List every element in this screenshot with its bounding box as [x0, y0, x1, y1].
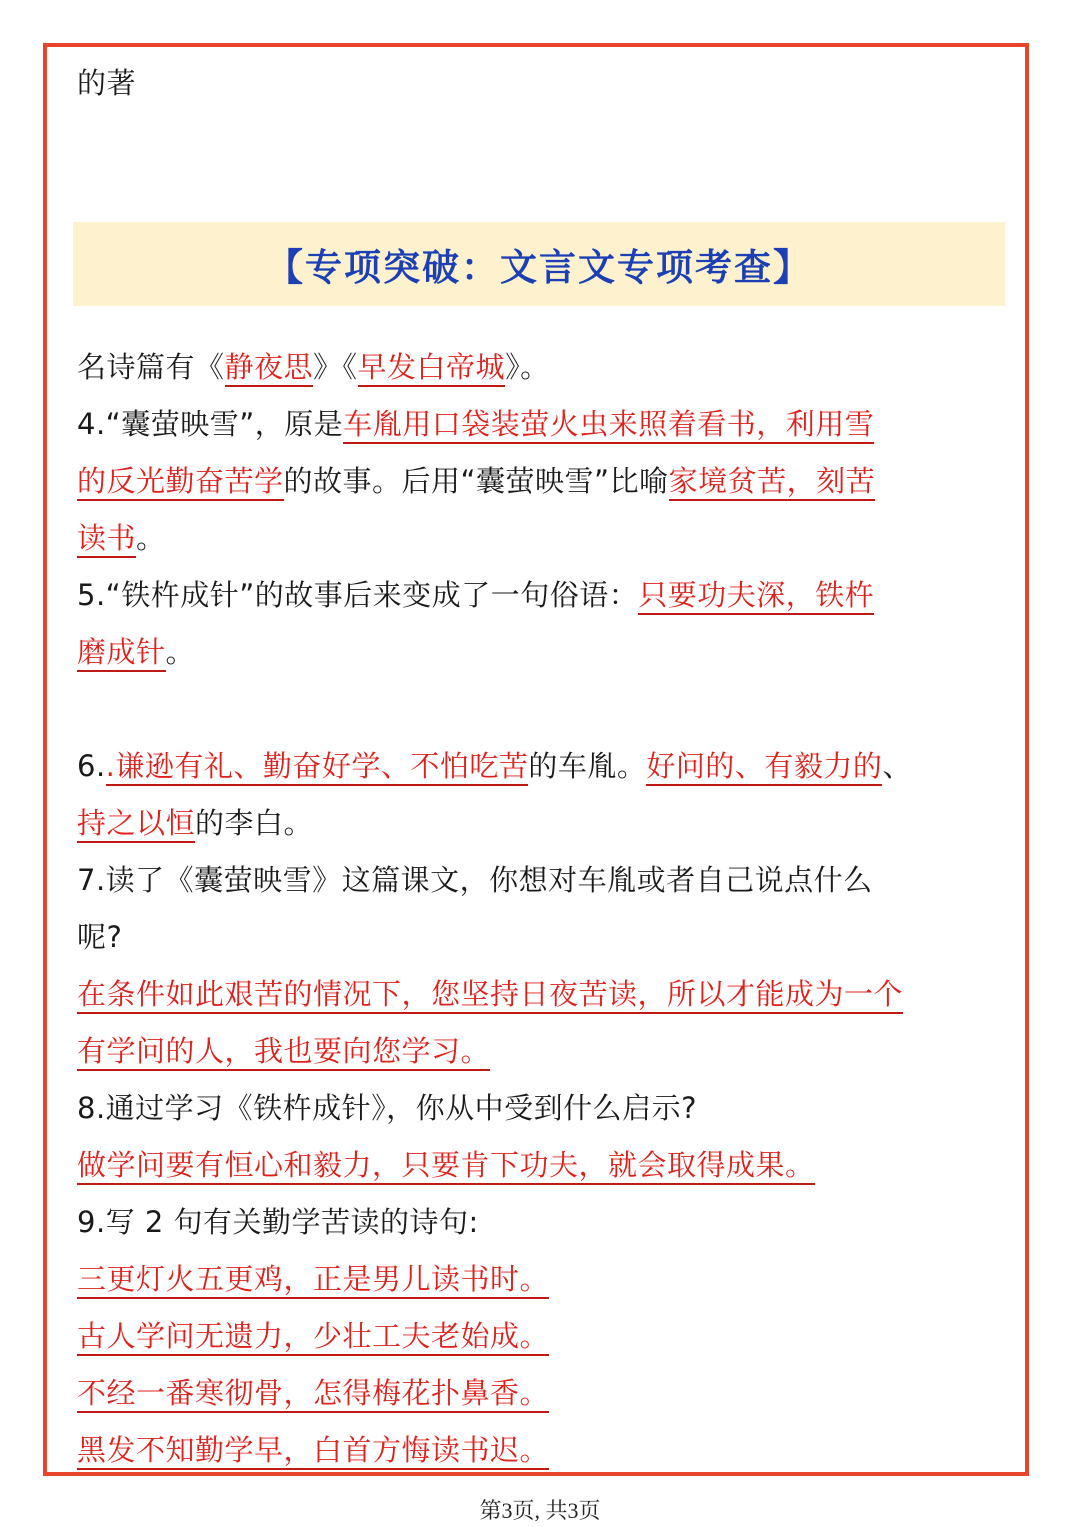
q6-line-1: [77, 738, 1007, 795]
q9-answer-line-2: [77, 1308, 1007, 1365]
q9-answer-line-4: [77, 1422, 1007, 1479]
q4-mid: 的故事。后用“囊萤映雪”比喻: [283, 464, 669, 498]
q5-line-1: [77, 567, 1007, 624]
q6-prefix: 6.: [77, 749, 106, 783]
q9-answer-1: 三更灯火五更鸡，正是男儿读书时。: [77, 1262, 549, 1299]
q5-answer-b: 磨成针: [77, 635, 166, 672]
q3-answer-1: 静夜思: [225, 350, 314, 387]
q8-question: 8.通过学习《铁杵成针》，你从中受到什么启示?: [77, 1091, 698, 1125]
blank-line: [77, 681, 1007, 738]
q4-line-1: [77, 396, 1007, 453]
q5-suffix: 。: [165, 635, 196, 669]
q3-line: [77, 339, 1007, 396]
q4-answer-1a: 车胤用口袋装萤火虫来照着看书，利用雪: [343, 407, 874, 444]
q7-question-2: 呢?: [77, 920, 123, 954]
q8-answer-line: [77, 1137, 1007, 1194]
section-banner: 【专项突破：文言文专项考查】: [73, 222, 1005, 306]
q5-prefix: 5.“铁杵成针”的故事后来变成了一句俗语：: [77, 578, 639, 612]
q6-mid-2: 、: [882, 749, 912, 783]
q9-question: 9.写 2 句有关勤学苦读的诗句:: [77, 1205, 479, 1239]
top-fragment: 的著: [77, 66, 137, 100]
q7-answer-line-1: [77, 966, 1007, 1023]
q7-answer-line-2: [77, 1023, 1007, 1080]
questions-block: [77, 339, 1007, 1479]
q5-line-2: [77, 624, 1007, 681]
q4-prefix: 4.“囊萤映雪”，原是: [77, 407, 344, 441]
q6-mid-1: 的车胤。: [528, 749, 647, 783]
q9-answer-4: 黑发不知勤学早，白首方悔读书迟。: [77, 1433, 549, 1470]
q7-answer-2: 有学问的人，我也要向您学习。: [77, 1034, 490, 1071]
q6-answer-2a: 好问的、有毅力的: [646, 749, 882, 786]
q6-answer-2b: 持之以恒: [77, 806, 195, 843]
q4-answer-2a: 家境贫苦，刻苦: [669, 464, 876, 501]
q4-line-3: [77, 510, 1007, 567]
q4-answer-2b: 读书: [77, 521, 136, 558]
q4-line-2: [77, 453, 1007, 510]
q3-suffix: 》。: [505, 350, 550, 384]
page-content: [77, 55, 1007, 112]
q6-line-2: [77, 795, 1007, 852]
q5-answer-a: 只要功夫深，铁杵: [638, 578, 874, 615]
q9-answer-line-3: [77, 1365, 1007, 1422]
q4-answer-1b: 的反光勤奋苦学: [77, 464, 284, 501]
q9-answer-3: 不经一番寒彻骨，怎得梅花扑鼻香。: [77, 1376, 549, 1413]
q7-question-1: 7.读了《囊萤映雪》这篇课文，你想对车胤或者自己说点什么: [77, 863, 873, 897]
q9-answer-line-1: [77, 1251, 1007, 1308]
q4-suffix: 。: [136, 521, 166, 555]
q6-suffix: 的李白。: [195, 806, 314, 840]
q6-answer-1: .谦逊有礼、勤奋好学、不怕吃苦: [106, 749, 529, 786]
q3-mid: 》《: [313, 350, 358, 384]
q9-answer-2: 古人学问无遗力，少壮工夫老始成。: [77, 1319, 549, 1356]
page-footer: 第3页, 共3页: [479, 1498, 601, 1523]
q8-answer: 做学问要有恒心和毅力，只要肯下功夫，就会取得成果。: [77, 1148, 815, 1185]
q7-answer-1: 在条件如此艰苦的情况下，您坚持日夜苦读，所以才能成为一个: [77, 977, 903, 1014]
q3-answer-2: 早发白帝城: [358, 350, 506, 387]
q3-prefix: 名诗篇有《: [77, 350, 225, 384]
